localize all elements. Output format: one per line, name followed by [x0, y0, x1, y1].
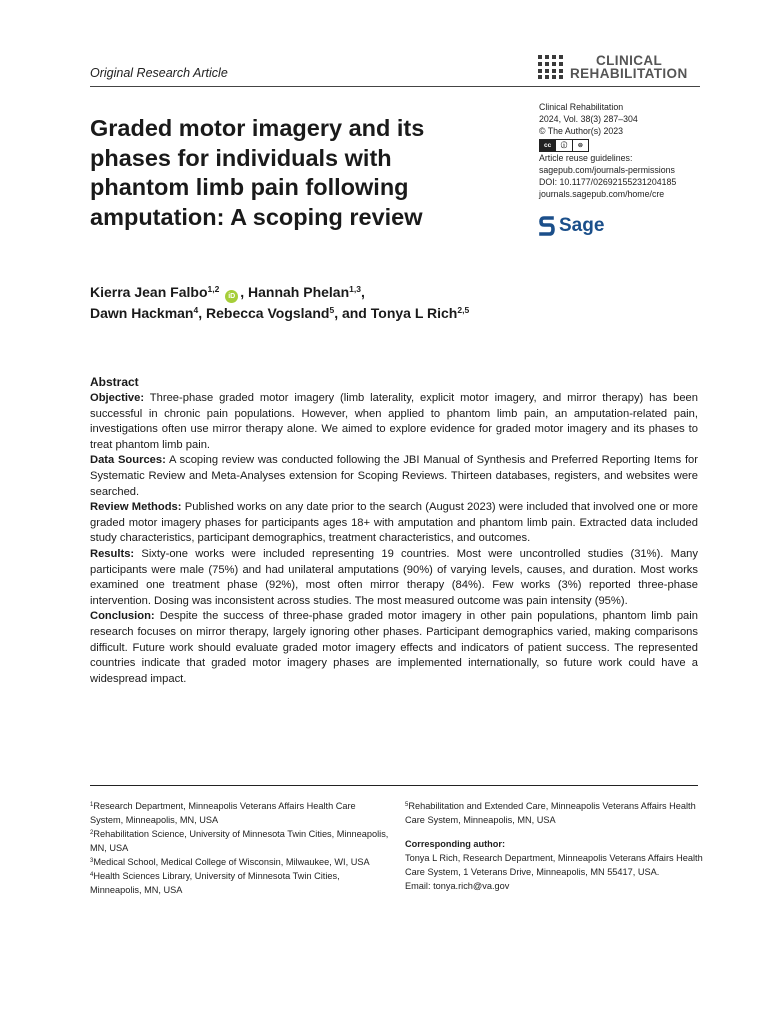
article-type: Original Research Article [90, 66, 228, 80]
author-affiliation: 5 [329, 305, 335, 315]
reuse-label: Article reuse guidelines: [539, 153, 633, 164]
affiliation-text: Research Department, Minneapolis Veterans Affairs Health Care System, Minneapolis, MN, USA [90, 801, 356, 825]
doi[interactable]: DOI: 10.1177/02692155231204185 [539, 176, 677, 187]
cc-icon: cc [540, 140, 556, 151]
corresponding-author-address: Tonya L Rich, Research Department, Minneapolis Veterans Affairs Health Care System, 1 Veterans Drive, Minneapolis, MN 55417, USA. [405, 853, 703, 877]
abstract-objective [90, 391, 698, 453]
abstract-results [90, 547, 698, 609]
section-label: Objective: [90, 392, 145, 404]
journal-logo-line1: CLINICAL [596, 53, 663, 68]
by-icon: ⓘ [556, 140, 572, 151]
affiliation-number: 5 [405, 802, 409, 808]
affiliation-item [90, 827, 390, 855]
article-meta [539, 102, 709, 201]
affiliation-text: Medical School, Medical College of Wisconsin, Milwaukee, WI, USA [93, 857, 370, 867]
sage-logo [539, 213, 604, 239]
affiliation-number: 1 [90, 802, 94, 808]
corresponding-author-email[interactable]: Email: tonya.rich@va.gov [405, 881, 510, 891]
section-text: Sixty-one works were included representing 19 countries. Most were uncontrolled studies (31%). Many participants were male (75%) and had unilateral amputations (90%) of varying levels, causes, and duration. Most works examined one treatment phase (92%), most often mirror therapy (84%). Few works (3%) reported three-phase intervention. Dosing was inconsistent across studies. The most measured outcome was pain intensity (95%). [90, 547, 698, 607]
affiliation-number: 2 [90, 830, 94, 836]
abstract-review-methods [90, 500, 698, 547]
nc-icon: ⊜ [577, 142, 584, 149]
author-name[interactable]: Rebecca Vogsland [206, 305, 330, 321]
author-affiliation: 1,3 [349, 284, 361, 294]
copyright: © The Author(s) 2023 [539, 125, 624, 136]
header-divider [90, 86, 700, 87]
author-separator: , [198, 305, 206, 321]
section-label: Data Sources: [90, 454, 166, 467]
permissions-link[interactable]: sagepub.com/journals-permissions [539, 165, 675, 176]
logo-grid-icon [538, 55, 564, 79]
author-separator: , [240, 284, 248, 300]
affiliation-number: 4 [90, 872, 94, 878]
cc-license-badge[interactable] [539, 139, 589, 152]
author-name[interactable]: Kierra Jean Falbo [90, 284, 208, 300]
journal-homepage-link[interactable]: journals.sagepub.com/home/cre [539, 188, 665, 199]
section-text: Despite the success of three-phase graded motor imagery in other pain populations, phantom limb pain research focuses on mirror therapy, largely ignoring other phases. Participant demographics varied, making comparisons difficult. Future work should evaluate graded motor imagery effects and indicators of patient success. The represented countries indicate that graded motor imagery phases are implemented internationally, so future work could have a widespread impact. [90, 610, 698, 685]
section-label: Review Methods: [90, 501, 182, 514]
affiliation-text: Rehabilitation Science, University of Minnesota Twin Cities, Minneapolis, MN, USA [90, 829, 389, 853]
author-affiliation: 4 [193, 305, 199, 315]
affiliations-right [405, 799, 705, 893]
abstract-body [90, 391, 698, 687]
corresponding-author-heading: Corresponding author: [405, 839, 506, 849]
affiliation-text: Rehabilitation and Extended Care, Minneapolis Veterans Affairs Health Care System, Minneapolis, MN, USA [405, 801, 696, 825]
author-affiliation: 1,2 [207, 284, 220, 294]
affiliation-item [90, 869, 390, 897]
affiliation-item [90, 799, 390, 827]
author-affiliation: 2,5 [457, 305, 470, 315]
abstract-conclusion [90, 609, 698, 687]
affiliation-number: 3 [90, 858, 94, 864]
author-separator: , [360, 284, 365, 300]
author-name[interactable]: Tonya L Rich [370, 305, 458, 321]
author-name[interactable]: Hannah Phelan [248, 284, 350, 300]
section-text: Published works on any date prior to the search (August 2023) were included that involved one or more graded motor imagery phases for participants ages 18+ with amputation and phantom limb pain. Extracted data included study characteristics, participant demographics, treatment characteristics, and outcomes. [90, 501, 698, 545]
sage-s-icon [539, 215, 555, 237]
author-name[interactable]: Dawn Hackman [90, 305, 194, 321]
journal-logo-line2: REHABILITATION [570, 66, 688, 81]
abstract-data-sources [90, 453, 698, 500]
affiliation-item [90, 855, 390, 869]
section-text: A scoping review was conducted following the JBI Manual of Synthesis and Preferred Reporting Items for Systematic Review and Meta-Analyses extension for Scoping Reviews. Thirteen databases, registers, and websites were searched. [90, 454, 698, 498]
journal-name: Clinical Rehabilitation [539, 102, 624, 112]
journal-logo [538, 52, 700, 82]
author-list [90, 282, 650, 323]
affiliation-item [405, 799, 705, 827]
article-title: Graded motor imagery and its phases for individuals with phantom limb pain following amputation: A scoping review [90, 115, 425, 230]
footnote-divider [90, 785, 698, 786]
volume-info: 2024, Vol. 38(3) 287–304 [539, 113, 638, 124]
author-separator: , and [334, 305, 371, 321]
sage-wordmark: Sage [559, 215, 605, 236]
orcid-icon[interactable]: iD [225, 290, 238, 303]
affiliations-left [90, 799, 390, 897]
section-label: Conclusion: [90, 610, 155, 623]
section-label: Results: [90, 547, 135, 560]
section-text: Three-phase graded motor imagery (limb laterality, explicit motor imagery, and mirror therapy) has been successful in chronic pain populations. However, when applied to phantom limb pain, an amputation-related pain, investigations often use mirror therapy alone. We aimed to explore evidence for graded motor imagery and its phases to treat phantom limb pain. [90, 392, 698, 451]
abstract-heading: Abstract [90, 375, 139, 389]
affiliation-text: Health Sciences Library, University of Minnesota Twin Cities, Minneapolis, MN, USA [90, 871, 340, 895]
